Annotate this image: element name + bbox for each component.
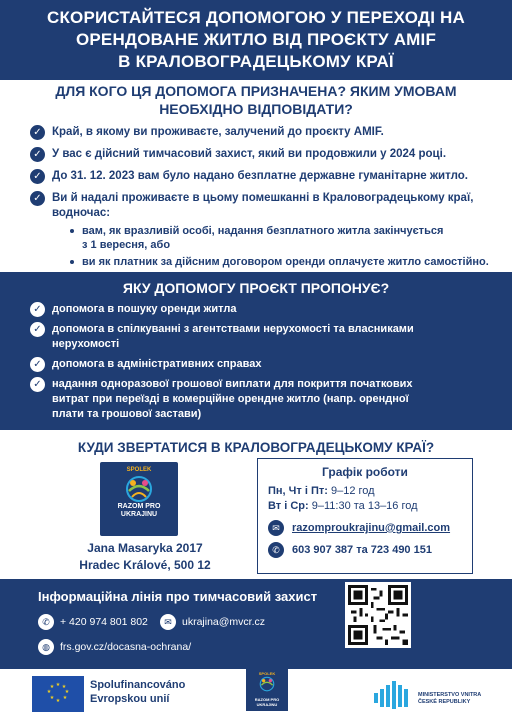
schedule-row [268,484,462,499]
svg-text:★: ★ [49,695,55,701]
eligibility-item [30,125,500,140]
check-icon: ✓ [30,322,45,337]
info-email[interactable] [160,614,265,630]
eligibility-item [30,147,500,162]
info-title: Інформаційна лінія про тимчасовий захист [38,589,318,604]
schedule-row [268,499,462,514]
svg-text:★: ★ [55,682,61,688]
eu-text-line-2: Evropskou unií [90,693,170,705]
logo-line-2: UKRAJINU [120,511,158,518]
offer-item [30,302,500,317]
phone-icon: ✆ [38,614,54,630]
header-banner [0,0,512,80]
eu-flag-icon [32,676,84,712]
info-web-text: frs.gov.cz/docasna-ochrana/ [60,641,192,653]
svg-text:★: ★ [64,689,70,695]
check-icon: ✓ [30,357,45,372]
eligibility-item-text: Ви й надалі проживаєте в цьому помешканні в Краловоградецькому краї, [52,192,474,204]
eligibility-item [30,169,500,184]
svg-text:★: ★ [62,695,68,701]
subitem-text: вам, як вразливій особі, надання безплатного житла закінчується [82,225,444,237]
info-phone[interactable] [38,614,148,630]
logo-line-2: UKRAJINU [256,702,278,707]
check-icon: ✓ [30,147,45,162]
eligibility-item-text: До 31. 12. 2023 вам було надано безплатне державне гуманітарне житло. [52,170,468,182]
offer-item-text: допомога в спілкуванні з агентствами нерухомості та власниками [52,323,414,335]
eligibility-subitem [30,255,500,269]
eligibility-item [30,191,500,221]
globe-icon: ◍ [38,639,54,655]
ministry-text [418,692,481,706]
office-address [70,540,220,574]
email-link[interactable] [268,520,462,536]
mail-icon: ✉ [160,614,176,630]
svg-text:★: ★ [61,684,67,690]
logo-line-1: RAZOM PRO [117,503,161,510]
phone-icon: ✆ [268,542,284,558]
ministry-text-line-2: ČESKÉ REPUBLIKY [418,699,471,705]
check-icon: ✓ [30,377,45,392]
people-emblem-icon [258,676,276,692]
header-title-line-2: ОРЕНДОВАНЕ ЖИТЛО ВІД ПРОЄКТУ AMIF [75,30,437,49]
schedule-title: Графік роботи [322,465,408,479]
schedule-box [257,458,473,574]
ministry-logo-icon [374,679,412,711]
offer-item [30,357,500,372]
check-icon: ✓ [30,191,45,206]
section1-title-line-1: ДЛЯ КОГО ЦЯ ДОПОМОГА ПРИЗНАЧЕНА? ЯКИМ УМОВАМ [55,83,457,99]
schedule-time: 9–11:30 та 13–16 год [308,500,418,512]
qr-code[interactable] [345,582,411,648]
subitem-text: ви як платник за дійсним договором оренди оплачуєте житло самостійно. [82,256,489,268]
eligibility-item-text: Край, в якому ви проживаєте, залучений до проєкту AMIF. [52,126,384,138]
offer-item-text: надання одноразової грошової виплати для покриття початкових [52,378,413,390]
check-icon: ✓ [30,169,45,184]
eu-cofunding-text [90,678,185,706]
logo-spolek-text: SPOLEK [258,671,276,676]
phone-contact[interactable] [268,542,462,558]
svg-text:★: ★ [55,698,61,704]
svg-text:★: ★ [49,684,55,690]
bullet-icon [70,229,74,233]
address-line-2: Hradec Králové, 500 12 [79,558,211,572]
logo-spolek-text: SPOLEK [126,467,152,473]
razom-pro-ukrajinu-small-logo [246,669,288,711]
header-title-line-1: СКОРИСТАЙТЕСЯ ДОПОМОГОЮ У ПЕРЕХОДІ НА [46,8,466,27]
check-icon: ✓ [30,125,45,140]
offer-item [30,377,500,422]
info-line-section [0,579,512,669]
eligibility-list [30,125,500,269]
schedule-time: 9–12 год [327,485,375,497]
section2-title: ЯКУ ДОПОМОГУ ПРОЄКТ ПРОПОНУЄ? [122,280,390,296]
section1-title [0,82,512,118]
header-title-line-3: В КРАЛОВОГРАДЕЦЬКОМУ КРАЇ [118,52,394,71]
offer-item-text: допомога в пошуку оренди житла [52,303,237,315]
section1-title-line-2: НЕОБХІДНО ВІДПОВІДАТИ? [159,101,353,117]
offer-item-text: нерухомості [52,338,120,350]
offer-list [30,302,500,422]
schedule-days: Пн, Чт і Пт: [268,485,328,497]
eligibility-item-text: водночас: [52,207,111,219]
eligibility-item-text: У вас є дійсний тимчасовий захист, який ви продовжили у 2024 році. [52,148,447,160]
offer-item [30,322,500,352]
bullet-icon [70,260,74,264]
offer-item-text: допомога в адміністративних справах [52,358,262,370]
logo-line-1: RAZOM PRO [254,697,280,702]
info-phone-text: + 420 974 801 802 [60,616,148,628]
ministry-text-line-1: MINISTERSTVO VNITRA [418,692,482,698]
razom-pro-ukrajinu-logo [100,462,178,536]
address-line-1: Jana Masaryka 2017 [87,541,203,555]
offer-item-text: витрат при переїзді в комерційне орендне житло (напр. орендної [52,393,409,405]
phone-text: 603 907 387 та 723 490 151 [292,544,432,556]
subitem-text: з 1 вересня, або [82,239,171,251]
schedule-days: Вт і Ср: [268,500,309,512]
email-text: razomproukrajinu@gmail.com [292,522,451,534]
eu-text-line-1: Spolufinancováno [90,679,186,691]
people-emblem-icon [123,475,155,503]
mail-icon: ✉ [268,520,284,536]
info-email-text: ukrajina@mvcr.cz [182,616,266,628]
offer-item-text: плати та грошової застави) [52,408,202,420]
eligibility-subitem [30,224,500,252]
info-web[interactable] [38,639,191,655]
svg-text:★: ★ [46,689,52,695]
offer-section [0,272,512,430]
section3-title: КУДИ ЗВЕРТАТИСЯ В КРАЛОВОГРАДЕЦЬКОМУ КРАЇ? [77,440,435,455]
check-icon: ✓ [30,302,45,317]
